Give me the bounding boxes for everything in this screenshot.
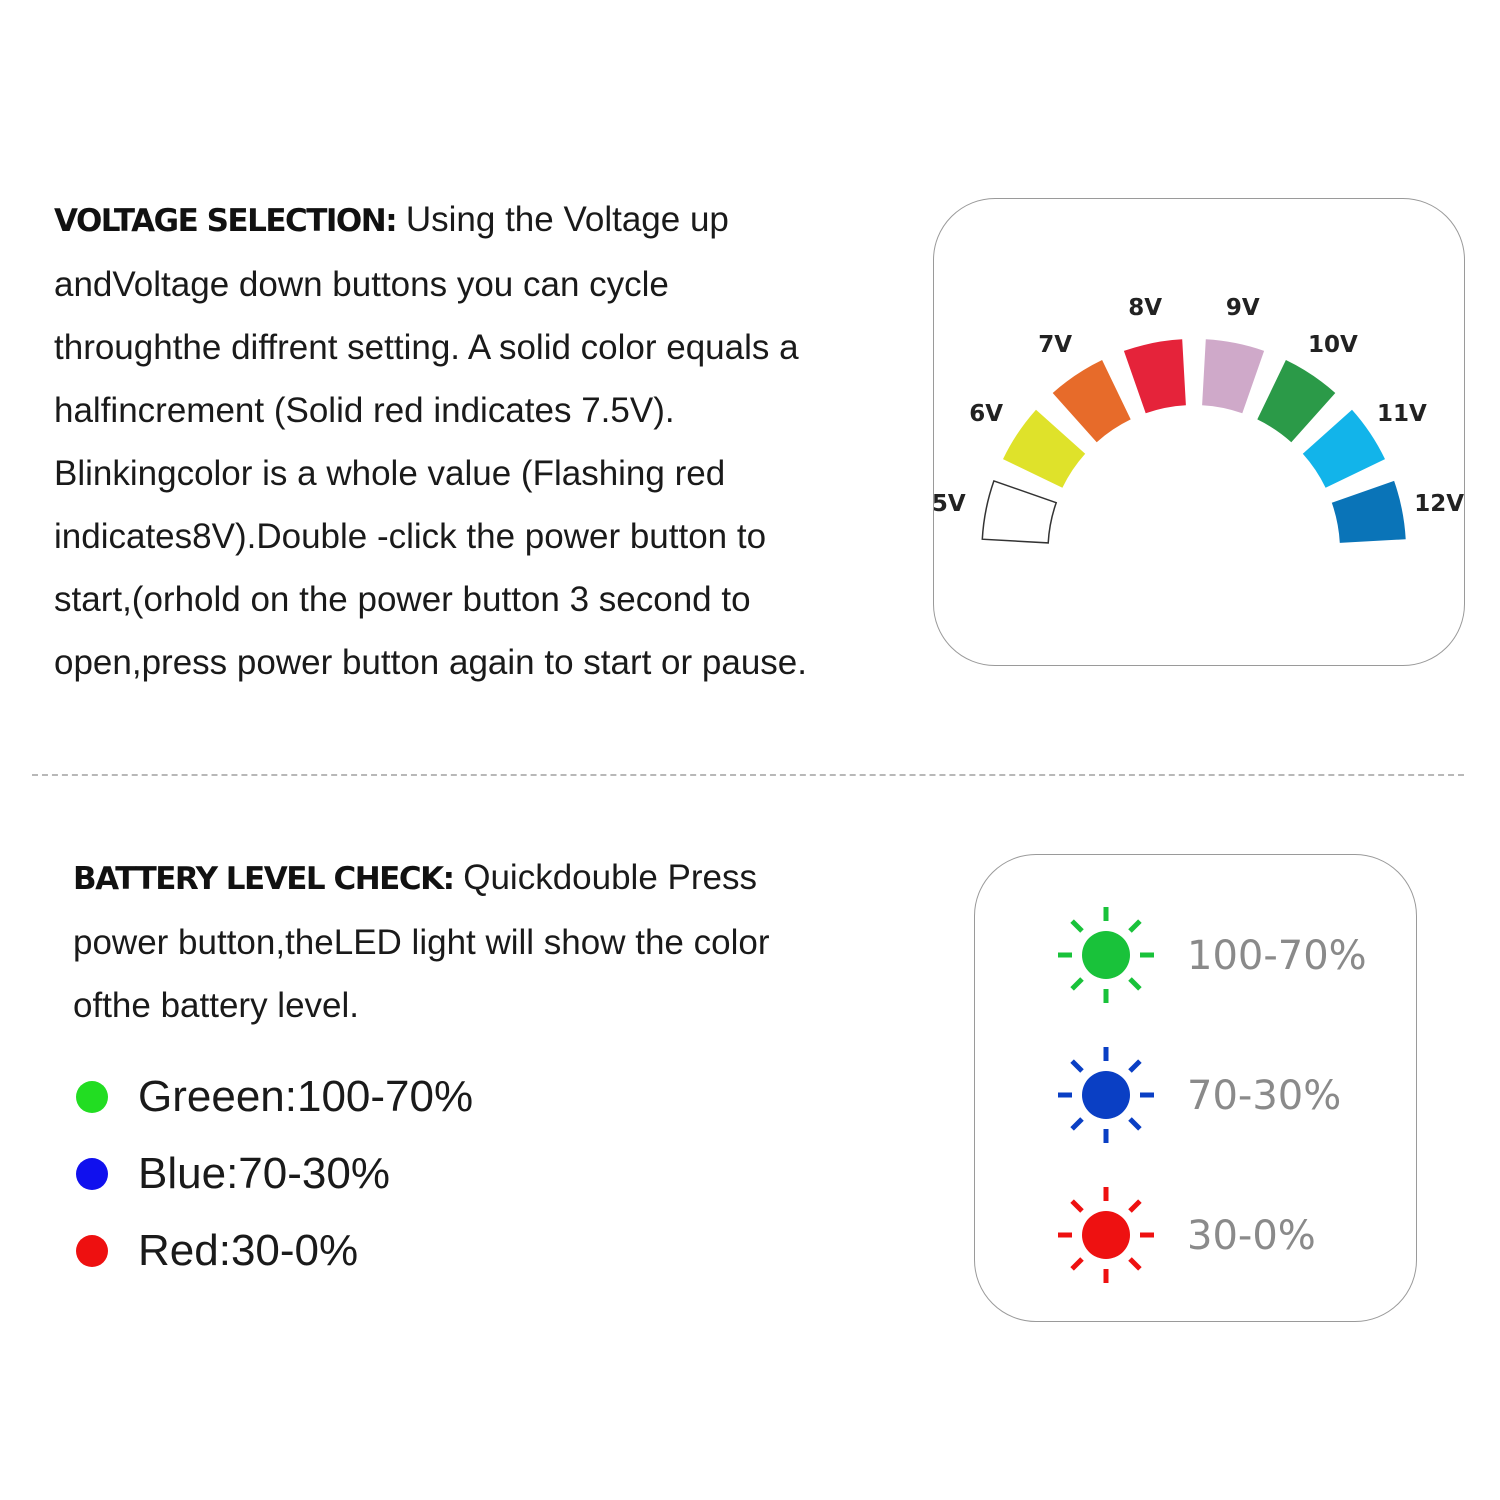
voltage-gauge-card bbox=[933, 198, 1465, 666]
voltage-text-7: open,press power button again to start or pause. bbox=[54, 643, 807, 682]
gauge-segment-12v bbox=[1332, 481, 1406, 543]
gauge-segment-8v bbox=[1124, 339, 1186, 413]
legend-item-red bbox=[76, 1212, 473, 1289]
battery-heading: BATTERY LEVEL CHECK: bbox=[73, 861, 454, 897]
gauge-segment-11v bbox=[1303, 410, 1385, 488]
legend-item-green bbox=[76, 1058, 473, 1135]
section-divider bbox=[32, 774, 1464, 776]
battery-indicator-label: 100-70% bbox=[1187, 933, 1367, 979]
gauge-label-7v: 7V bbox=[1038, 332, 1073, 359]
voltage-description bbox=[54, 188, 807, 694]
voltage-text-1: andVoltage down buttons you can cycle bbox=[54, 265, 669, 304]
battery-indicator-label: 70-30% bbox=[1187, 1073, 1342, 1119]
voltage-line-1 bbox=[54, 188, 807, 253]
battery-text-1: power button,theLED light will show the color bbox=[73, 923, 770, 962]
sun-led-icon bbox=[1058, 1047, 1154, 1143]
gauge-label-11v: 11V bbox=[1376, 401, 1427, 428]
battery-text-2: ofthe battery level. bbox=[73, 986, 359, 1025]
voltage-text-6: start,(orhold on the power button 3 second to bbox=[54, 580, 751, 619]
voltage-heading: VOLTAGE SELECTION: bbox=[54, 203, 397, 239]
gauge-label-5v: 5V bbox=[934, 491, 966, 518]
legend-label-red: Red:30-0% bbox=[138, 1225, 359, 1275]
battery-description bbox=[73, 846, 769, 1037]
gauge-label-12v: 12V bbox=[1414, 491, 1465, 518]
red-dot-icon bbox=[76, 1235, 108, 1267]
battery-indicators bbox=[975, 855, 1418, 1323]
gauge-label-6v: 6V bbox=[969, 401, 1004, 428]
gauge-label-9v: 9V bbox=[1225, 294, 1260, 321]
sun-led-icon bbox=[1058, 907, 1154, 1003]
sun-led-icon bbox=[1058, 1187, 1154, 1283]
gauge-segment-9v bbox=[1202, 339, 1264, 413]
gauge-segment-7v bbox=[1053, 360, 1131, 442]
legend-label-blue: Blue:70-30% bbox=[138, 1148, 390, 1198]
gauge-segment-6v bbox=[1003, 410, 1085, 488]
battery-indicator-label: 30-0% bbox=[1187, 1213, 1316, 1259]
battery-line-1 bbox=[73, 846, 769, 911]
voltage-text-5: indicates8V).Double -click the power button to bbox=[54, 517, 767, 556]
legend-label-green: Greeen:100-70% bbox=[138, 1071, 474, 1121]
gauge-label-10v: 10V bbox=[1307, 332, 1358, 359]
gauge-label-8v: 8V bbox=[1128, 294, 1163, 321]
legend-item-blue bbox=[76, 1135, 473, 1212]
voltage-gauge bbox=[934, 199, 1466, 667]
battery-text-0: Quickdouble Press bbox=[463, 858, 757, 897]
green-dot-icon bbox=[76, 1081, 108, 1113]
voltage-text-4: Blinkingcolor is a whole value (Flashing red bbox=[54, 454, 726, 493]
voltage-text-3: halfincrement (Solid red indicates 7.5V). bbox=[54, 391, 675, 430]
battery-indicator-card bbox=[974, 854, 1417, 1322]
blue-dot-icon bbox=[76, 1158, 108, 1190]
voltage-text-0: Using the Voltage up bbox=[405, 200, 729, 239]
gauge-segment-10v bbox=[1257, 360, 1335, 442]
voltage-text-2: throughthe diffrent setting. A solid color equals a bbox=[54, 328, 799, 367]
gauge-segment-5v bbox=[982, 481, 1056, 543]
battery-legend bbox=[76, 1058, 473, 1289]
